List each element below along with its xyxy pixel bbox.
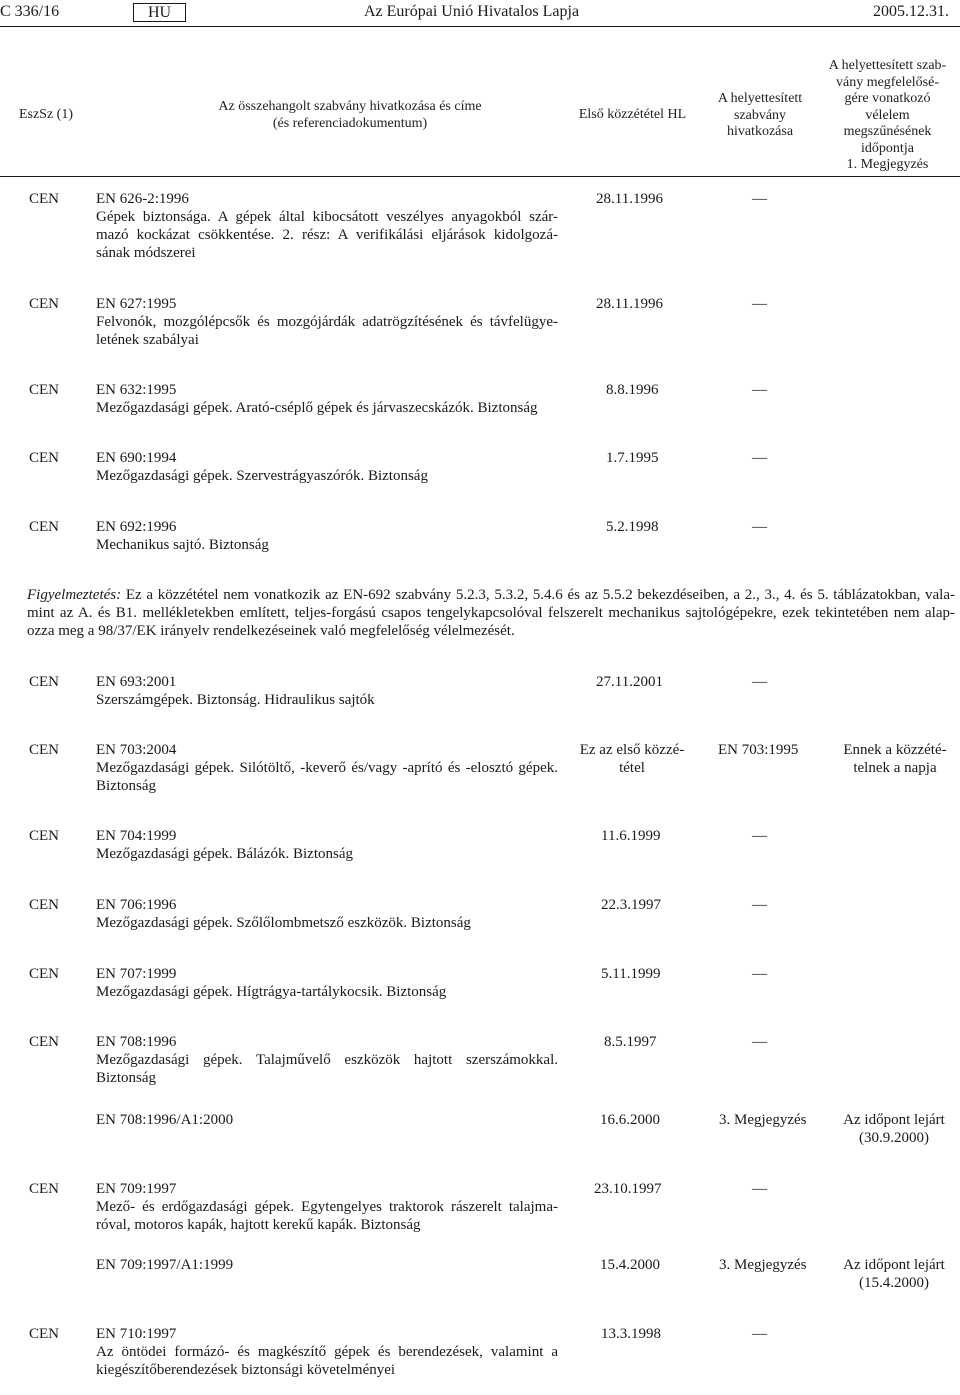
- standard-reference: EN 703:2004: [96, 742, 177, 758]
- first-publication-date: 28.11.1996: [596, 191, 663, 207]
- first-publication-date: 13.3.1998: [601, 1326, 661, 1342]
- standard-title: Mezőgazdasági gépek. Silótöltő, -keverő és/vagy -aprító és -elosztó gépek. Biztonság: [96, 760, 558, 794]
- standard-title: Szerszámgépek. Biztonság. Hidraulikus sajtók: [96, 692, 375, 708]
- standard-reference: EN 706:1996: [96, 897, 177, 913]
- col-header-expiry-date: A helyettesített szab- vány megfelelősé- gére vonatkozó vélelem megszűnésének időpontja 1. Megjegyzés: [828, 58, 947, 172]
- eszsz-cell: CEN: [29, 382, 59, 398]
- standard-title: Mezőgazdasági gépek. Arató-cséplő gépek és járvaszecskázók. Biztonság: [96, 400, 538, 416]
- col-header-replaced-standard: A helyettesített szabvány hivatkozása: [717, 91, 803, 139]
- col-header-first-publication: Első közzététel HL: [578, 107, 687, 122]
- standard-title: Mezőgazdasági gépek. Hígtrágya-tartálykocsik. Biztonság: [96, 984, 447, 1000]
- standard-reference: EN 690:1994: [96, 450, 177, 466]
- standard-reference: EN 709:1997: [96, 1181, 177, 1197]
- first-publication-date: 5.2.1998: [606, 519, 659, 535]
- standard-reference: EN 708:1996: [96, 1034, 177, 1050]
- warning-text: Ez a közzététel nem vonatkozik az EN-692 szabvány 5.2.3, 5.3.2, 5.4.6 és az 5.5.2 bekezdéseiben, a 2., 3., 4. és 5. táblázatokban, vala- mint az A. és B1. mellékletekben említett, teljes-forgású csapos tengelykapcsolóval felszerelt mechanikus sajtológépekre, ezek tekintetében nem alap- ozza meg a 98/37/EK irányelv rendelkezéseinek való megfelelőség vélelmezését.: [27, 587, 956, 639]
- first-publication-date: 28.11.1996: [596, 296, 663, 312]
- standard-reference: EN 693:2001: [96, 674, 177, 690]
- eszsz-cell: CEN: [29, 296, 59, 312]
- replaced-standard: —: [752, 382, 767, 398]
- first-publication-date: 8.8.1996: [606, 382, 659, 398]
- eszsz-cell: CEN: [29, 1181, 59, 1197]
- eszsz-cell: CEN: [29, 191, 59, 207]
- eszsz-cell: CEN: [29, 519, 59, 535]
- expiry-date: Az időpont lejárt (15.4.2000): [843, 1257, 945, 1291]
- replaced-standard: —: [752, 1326, 767, 1342]
- expiry-date: Ennek a közzété- telnek a napja: [843, 742, 947, 776]
- standard-reference: EN 704:1999: [96, 828, 177, 844]
- standard-title: Az öntödei formázó- és magkészítő gépek és berendezések, valamint a kiegészítőberendezések biztonsági követelményei: [96, 1344, 558, 1378]
- standard-title: Felvonók, mozgólépcsők és mozgójárdák adatrögzítésének és távfelügye- letének szabályai: [96, 314, 558, 348]
- table-header-rule: [0, 176, 960, 177]
- first-publication-date: 8.5.1997: [604, 1034, 657, 1050]
- journal-title: Az Európai Unió Hivatalos Lapja: [364, 3, 580, 20]
- issue-date: 2005.12.31.: [873, 3, 949, 20]
- replaced-standard: —: [752, 828, 767, 844]
- first-publication-date: 27.11.2001: [596, 674, 663, 690]
- standard-title: Mezőgazdasági gépek. Szervestrágyaszórók. Biztonság: [96, 468, 428, 484]
- first-publication-date: 1.7.1995: [606, 450, 659, 466]
- eszsz-cell: CEN: [29, 1034, 59, 1050]
- replaced-standard: 3. Megjegyzés: [719, 1112, 807, 1128]
- first-publication-date: 15.4.2000: [600, 1257, 660, 1273]
- warning-label: Figyelmeztetés:: [27, 587, 122, 603]
- standard-reference: EN 708:1996/A1:2000: [96, 1112, 234, 1128]
- language-code-box: HU: [133, 3, 186, 22]
- warning-note: [27, 586, 955, 640]
- first-publication-date: Ez az első közzé- tétel: [579, 742, 685, 776]
- standard-title: Mezőgazdasági gépek. Talajművelő eszközök hajtott szerszámokkal. Biztonság: [96, 1052, 558, 1086]
- standard-reference: EN 692:1996: [96, 519, 177, 535]
- page-reference: C 336/16: [0, 3, 60, 20]
- standard-reference: EN 710:1997: [96, 1326, 177, 1342]
- replaced-standard: —: [752, 450, 767, 466]
- standard-reference: EN 709:1997/A1:1999: [96, 1257, 234, 1273]
- standard-title: Gépek biztonsága. A gépek által kibocsátott veszélyes anyagokból szár- mazó kockázat csökkentése. 2. rész: A verifikálási eljárások kidolgozá- sának módszerei: [96, 209, 558, 261]
- eszsz-cell: CEN: [29, 1326, 59, 1342]
- standard-title: Mechanikus sajtó. Biztonság: [96, 537, 269, 553]
- standard-title: Mezőgazdasági gépek. Bálázók. Biztonság: [96, 846, 353, 862]
- replaced-standard: —: [752, 519, 767, 535]
- running-header: [0, 3, 960, 23]
- replaced-standard: EN 703:1995: [718, 742, 799, 758]
- first-publication-date: 23.10.1997: [594, 1181, 662, 1197]
- standard-reference: EN 707:1999: [96, 966, 177, 982]
- eszsz-cell: CEN: [29, 742, 59, 758]
- eszsz-cell: CEN: [29, 828, 59, 844]
- replaced-standard: —: [752, 296, 767, 312]
- replaced-standard: —: [752, 897, 767, 913]
- replaced-standard: —: [752, 1034, 767, 1050]
- standard-title: Mezőgazdasági gépek. Szőlőlombmetsző eszközök. Biztonság: [96, 915, 471, 931]
- col-header-reference: Az összehangolt szabvány hivatkozása és címe (és referenciadokumentum): [218, 99, 482, 131]
- standard-title: Mező- és erdőgazdasági gépek. Egytengelyes traktorok rászerelt talajma- róval, motoros kapák, hajtott kerekű kapák. Biztonság: [96, 1199, 558, 1233]
- first-publication-date: 5.11.1999: [601, 966, 661, 982]
- standard-reference: EN 627:1995: [96, 296, 177, 312]
- replaced-standard: —: [752, 674, 767, 690]
- replaced-standard: —: [752, 966, 767, 982]
- eszsz-cell: CEN: [29, 674, 59, 690]
- replaced-standard: —: [752, 191, 767, 207]
- replaced-standard: 3. Megjegyzés: [719, 1257, 807, 1273]
- first-publication-date: 11.6.1999: [601, 828, 661, 844]
- header-rule: [0, 26, 960, 27]
- eszsz-cell: CEN: [29, 966, 59, 982]
- first-publication-date: 16.6.2000: [600, 1112, 660, 1128]
- replaced-standard: —: [752, 1181, 767, 1197]
- first-publication-date: 22.3.1997: [601, 897, 661, 913]
- eszsz-cell: CEN: [29, 897, 59, 913]
- standard-reference: EN 632:1995: [96, 382, 177, 398]
- standard-reference: EN 626-2:1996: [96, 191, 189, 207]
- expiry-date: Az időpont lejárt (30.9.2000): [843, 1112, 945, 1146]
- eszsz-cell: CEN: [29, 450, 59, 466]
- col-header-eszsz: EszSz (1): [18, 107, 74, 122]
